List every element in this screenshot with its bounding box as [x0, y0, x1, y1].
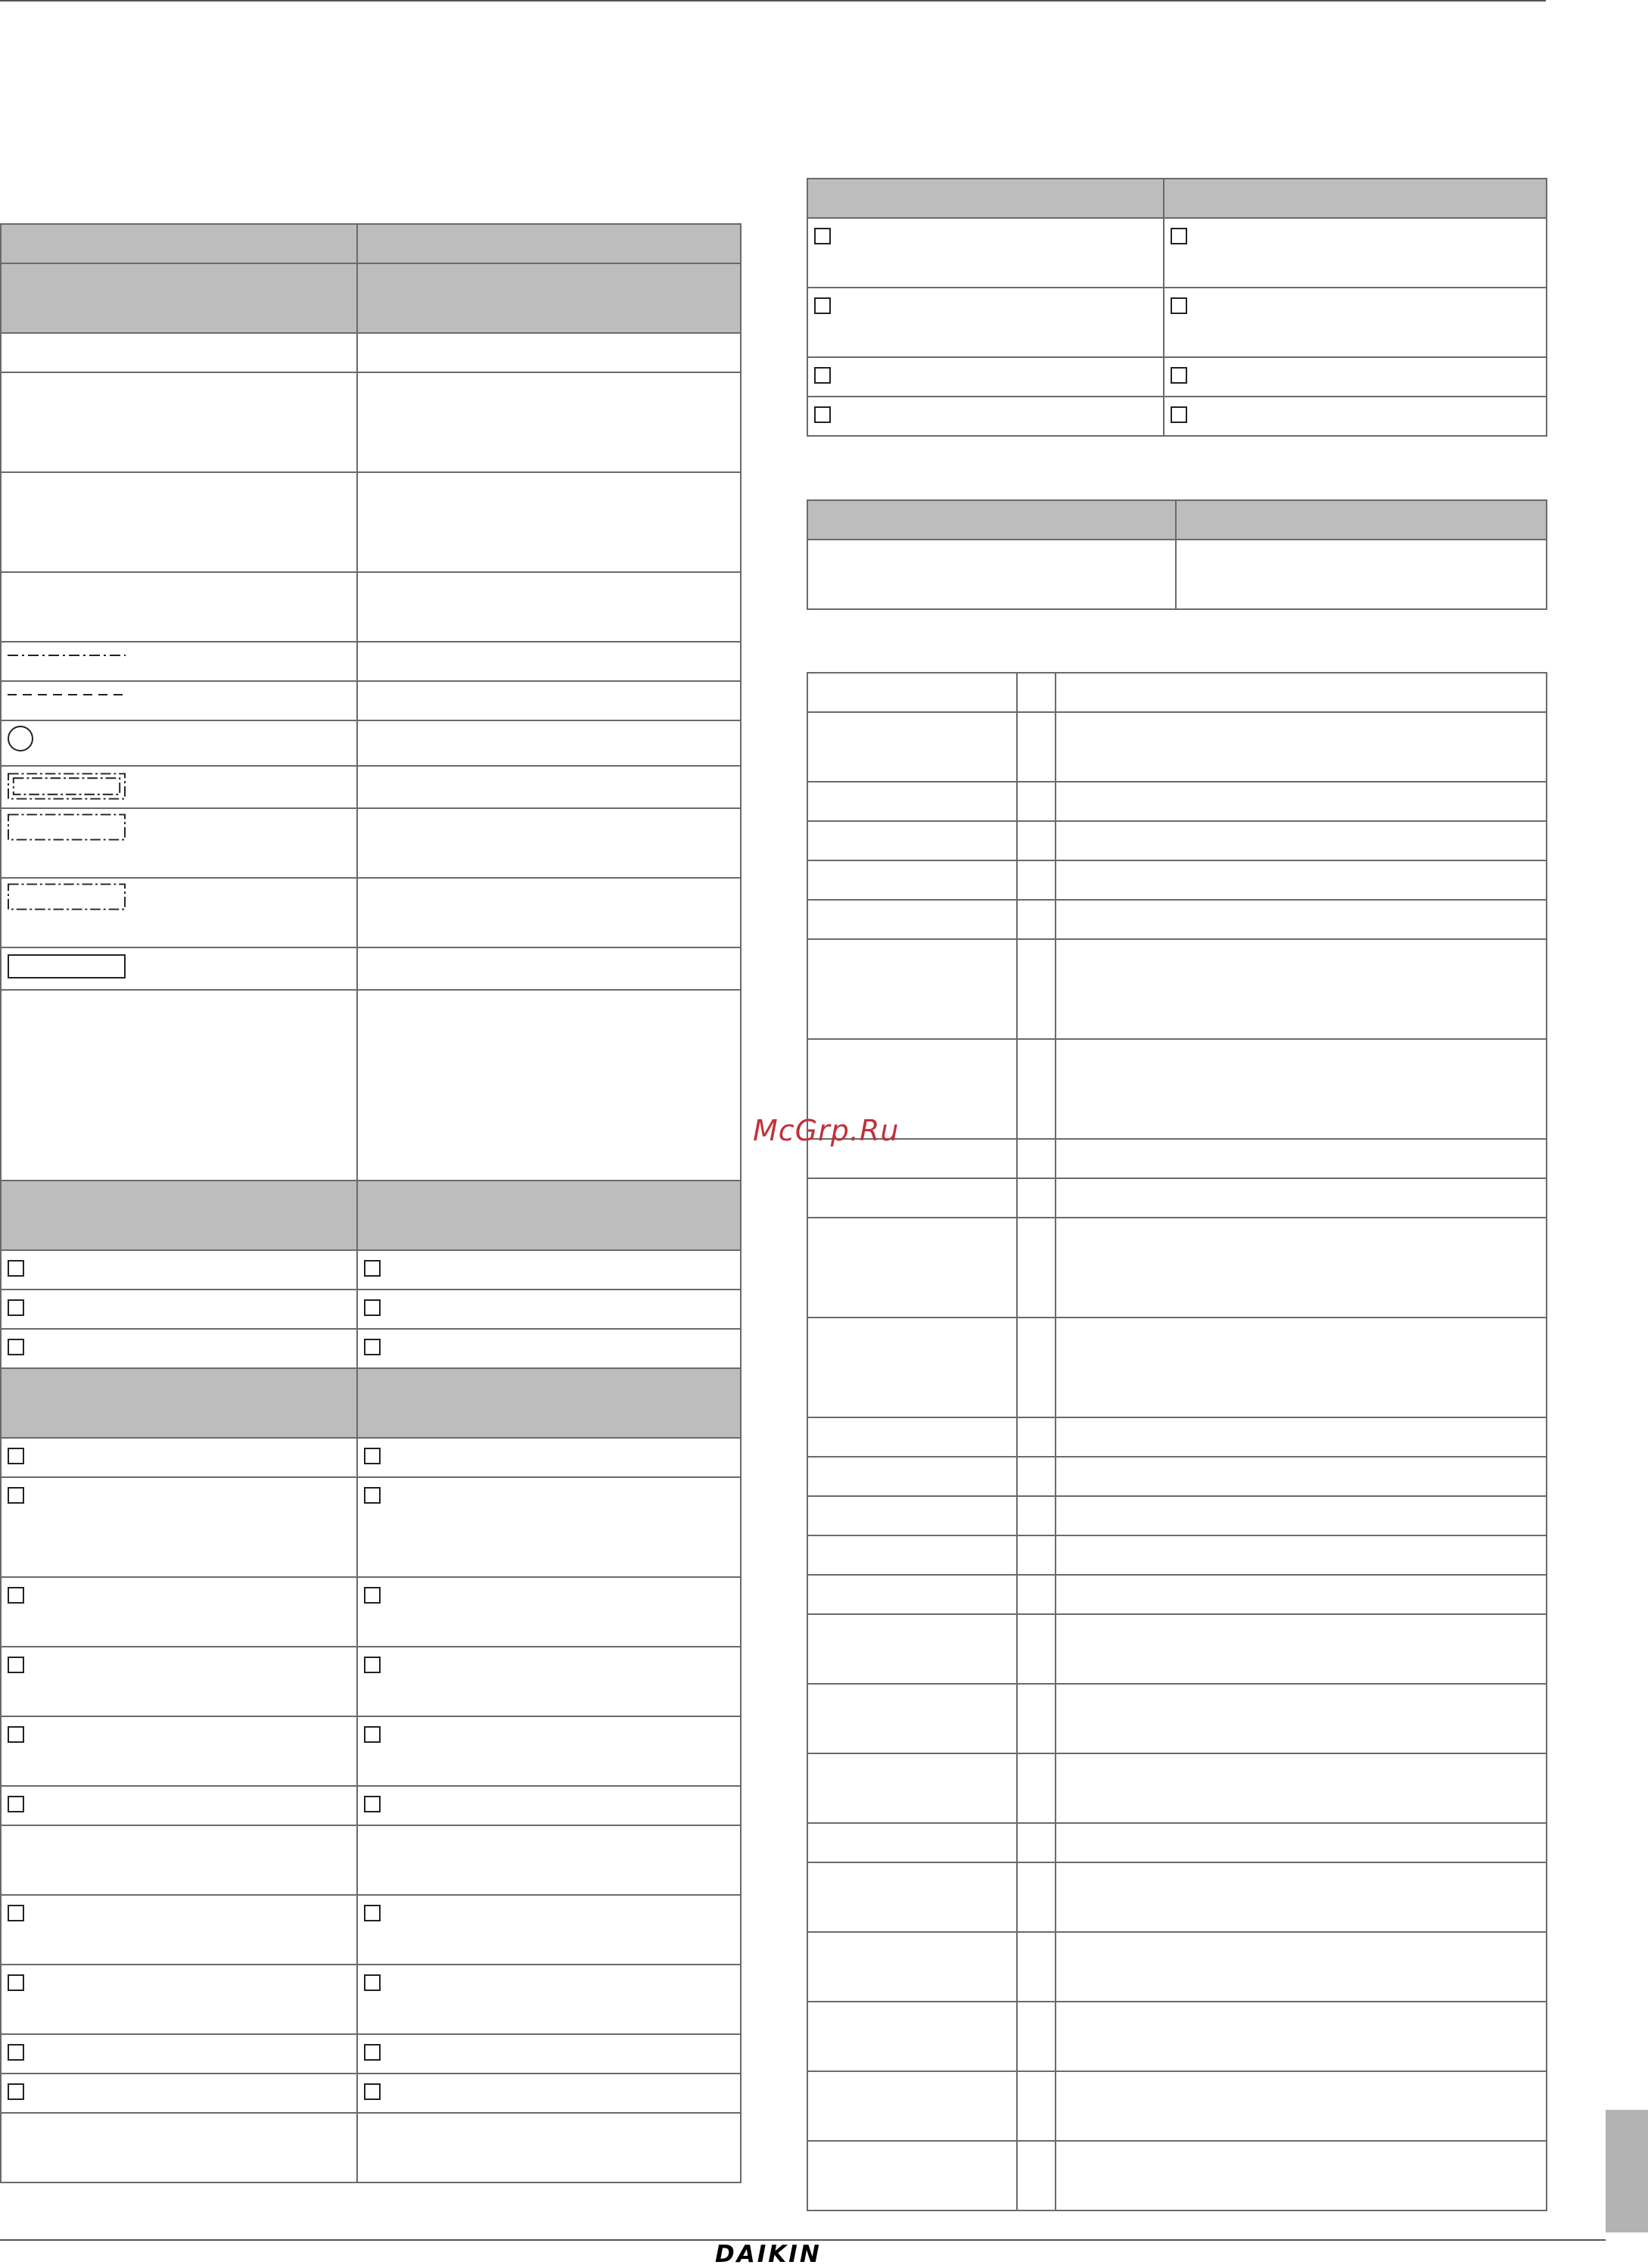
cell [357, 372, 741, 472]
cell [357, 1786, 741, 1825]
checkbox[interactable] [1171, 406, 1187, 423]
cell [357, 720, 741, 766]
cell [357, 572, 741, 642]
cell [1017, 1932, 1056, 2002]
cell [1017, 1318, 1056, 1417]
cell [1017, 782, 1056, 821]
cell [807, 2002, 1017, 2071]
cell [807, 1457, 1017, 1496]
cell [1017, 673, 1056, 712]
checkbox[interactable] [8, 1299, 24, 1316]
cell [357, 1895, 741, 1965]
cell [807, 540, 1176, 609]
cell [357, 1965, 741, 2034]
cell [1, 2074, 357, 2113]
cell [357, 1290, 741, 1329]
cell [807, 900, 1017, 939]
right-checklist-table [807, 178, 1547, 437]
checkbox[interactable] [364, 1487, 381, 1504]
checkbox[interactable] [8, 2044, 24, 2061]
cell [807, 500, 1176, 540]
cell [1056, 1932, 1547, 2002]
double-dash-dot-box-symbol [8, 773, 126, 800]
cell [1, 1290, 357, 1329]
cell [1176, 540, 1547, 609]
dash-dot-line-symbol [8, 653, 126, 658]
cell [1056, 860, 1547, 900]
cell [807, 860, 1017, 900]
checkbox[interactable] [364, 1299, 381, 1316]
cell [1056, 1039, 1547, 1139]
cell [1056, 1535, 1547, 1575]
cell [357, 947, 741, 990]
cell [807, 397, 1164, 436]
dashed-line-symbol [8, 692, 126, 697]
right-small-table [807, 499, 1547, 610]
checkbox[interactable] [8, 1487, 24, 1504]
cell [357, 1438, 741, 1477]
cell [807, 1823, 1017, 1862]
cell [807, 1575, 1017, 1614]
checkbox[interactable] [364, 1657, 381, 1673]
cell [1, 2113, 357, 2182]
checkbox[interactable] [364, 1339, 381, 1355]
checkbox[interactable] [364, 1974, 381, 1991]
cell [807, 1753, 1017, 1823]
cell [1, 808, 357, 878]
cell [807, 821, 1017, 860]
cell [1056, 1823, 1547, 1862]
watermark-text: McGrp.Ru [753, 1114, 900, 1147]
cell [1, 1786, 357, 1825]
cell [1, 1181, 357, 1250]
cell [1056, 1318, 1547, 1417]
cell [357, 472, 741, 572]
cell [1, 990, 357, 1181]
cell [1056, 821, 1547, 860]
cell [807, 218, 1164, 288]
cell [1017, 900, 1056, 939]
cell [1, 1368, 357, 1438]
cell [1017, 1575, 1056, 1614]
cell [1164, 288, 1547, 357]
cell [807, 782, 1017, 821]
cell [1017, 2002, 1056, 2071]
cell [1, 1965, 357, 2034]
cell [357, 263, 741, 333]
cell [807, 1318, 1017, 1417]
cell [357, 1825, 741, 1895]
cell [1017, 1417, 1056, 1457]
cell [1, 224, 357, 263]
cell [1056, 2141, 1547, 2210]
top-rule [0, 0, 1546, 2]
cell [1017, 1218, 1056, 1318]
cell [807, 1496, 1017, 1535]
cell [1017, 1753, 1056, 1823]
cell [807, 179, 1164, 218]
checkbox[interactable] [814, 406, 831, 423]
cell [1164, 179, 1547, 218]
checkbox[interactable] [364, 1587, 381, 1604]
cell [1056, 1684, 1547, 1753]
cell [1056, 2002, 1547, 2071]
cell [1056, 782, 1547, 821]
cell [807, 1614, 1017, 1684]
cell [1056, 1457, 1547, 1496]
checkbox[interactable] [364, 1726, 381, 1743]
cell [357, 2074, 741, 2113]
cell [1, 1825, 357, 1895]
cell [357, 2034, 741, 2074]
cell [1056, 1178, 1547, 1218]
cell [1056, 939, 1547, 1039]
side-tab-marker [1606, 2110, 1648, 2232]
cell [807, 288, 1164, 357]
checkbox[interactable] [364, 2044, 381, 2061]
checkbox[interactable] [8, 1974, 24, 1991]
cell [1017, 1535, 1056, 1575]
cell [357, 2113, 741, 2182]
cell [1, 1438, 357, 1477]
cell [1, 1895, 357, 1965]
cell [357, 1368, 741, 1438]
cell [1164, 357, 1547, 397]
cell [807, 1932, 1017, 2002]
checkbox[interactable] [1171, 297, 1187, 314]
checkbox[interactable] [1171, 228, 1187, 244]
cell [1, 2034, 357, 2074]
cell [1056, 1496, 1547, 1535]
cell [1017, 1862, 1056, 1932]
cell [357, 1250, 741, 1290]
cell [1176, 500, 1547, 540]
checkbox[interactable] [364, 1448, 381, 1464]
cell [1017, 1614, 1056, 1684]
cell [807, 1862, 1017, 1932]
cell [1017, 1457, 1056, 1496]
checkbox[interactable] [8, 1796, 24, 1812]
cell [807, 1218, 1017, 1318]
cell [1, 878, 357, 947]
checkbox[interactable] [814, 367, 831, 384]
solid-box-symbol [8, 954, 126, 978]
circle-symbol [8, 726, 33, 751]
cell [1056, 1753, 1547, 1823]
cell [357, 1477, 741, 1577]
cell [357, 1647, 741, 1716]
cell [357, 224, 741, 263]
dash-dot-box-symbol [8, 883, 126, 910]
checkbox[interactable] [364, 1796, 381, 1812]
cell [357, 1577, 741, 1647]
cell [1, 1477, 357, 1577]
cell [357, 990, 741, 1181]
cell [1056, 1139, 1547, 1178]
cell [807, 1535, 1017, 1575]
cell [1056, 900, 1547, 939]
cell [1017, 1684, 1056, 1753]
cell [1056, 1218, 1547, 1318]
checkbox[interactable] [1171, 367, 1187, 384]
cell [1164, 397, 1547, 436]
checkbox[interactable] [8, 1726, 24, 1743]
cell [1017, 2141, 1056, 2210]
cell [807, 1684, 1017, 1753]
checkbox[interactable] [814, 297, 831, 314]
cell [1056, 2071, 1547, 2141]
cell [807, 712, 1017, 782]
checkbox[interactable] [364, 2083, 381, 2100]
cell [357, 878, 741, 947]
cell [357, 1716, 741, 1786]
cell [1164, 218, 1547, 288]
cell [1017, 1178, 1056, 1218]
cell [807, 939, 1017, 1039]
cell [1, 572, 357, 642]
cell [807, 2141, 1017, 2210]
checkbox[interactable] [814, 228, 831, 244]
cell [1017, 1823, 1056, 1862]
checkbox[interactable] [8, 2083, 24, 2100]
checkbox[interactable] [8, 1448, 24, 1464]
cell [1, 642, 357, 681]
checkbox[interactable] [8, 1260, 24, 1277]
cell [1, 1250, 357, 1290]
cell [1056, 712, 1547, 782]
cell [1, 472, 357, 572]
cell [1, 372, 357, 472]
right-three-column-table [807, 672, 1547, 2211]
left-table [0, 223, 742, 2183]
daikin-logo: DAIKIN [715, 2241, 822, 2268]
checkbox[interactable] [8, 1657, 24, 1673]
cell [807, 673, 1017, 712]
cell [1, 333, 357, 372]
cell [1017, 1139, 1056, 1178]
checkbox[interactable] [8, 1339, 24, 1355]
cell [357, 766, 741, 808]
cell [1017, 1496, 1056, 1535]
cell [1, 766, 357, 808]
cell [1017, 2071, 1056, 2141]
cell [357, 681, 741, 720]
cell [807, 1178, 1017, 1218]
checkbox[interactable] [364, 1260, 381, 1277]
cell [807, 2071, 1017, 2141]
cell [1, 1647, 357, 1716]
dash-dot-box-symbol [8, 814, 126, 841]
cell [1017, 860, 1056, 900]
checkbox[interactable] [8, 1905, 24, 1921]
cell [357, 333, 741, 372]
checkbox[interactable] [8, 1587, 24, 1604]
checkbox[interactable] [364, 1905, 381, 1921]
cell [1056, 1614, 1547, 1684]
cell [1, 1716, 357, 1786]
cell [1056, 1417, 1547, 1457]
cell [807, 1417, 1017, 1457]
cell [357, 808, 741, 878]
cell [357, 642, 741, 681]
cell [1017, 1039, 1056, 1139]
cell [357, 1329, 741, 1368]
cell [1, 720, 357, 766]
cell [1017, 821, 1056, 860]
cell [1017, 712, 1056, 782]
cell [1, 1577, 357, 1647]
cell [1017, 939, 1056, 1039]
cell [1056, 1862, 1547, 1932]
cell [1056, 1575, 1547, 1614]
cell [1, 263, 357, 333]
cell [357, 1181, 741, 1250]
cell [1, 947, 357, 990]
cell [1056, 673, 1547, 712]
cell [1, 1329, 357, 1368]
cell [1, 681, 357, 720]
cell [807, 357, 1164, 397]
